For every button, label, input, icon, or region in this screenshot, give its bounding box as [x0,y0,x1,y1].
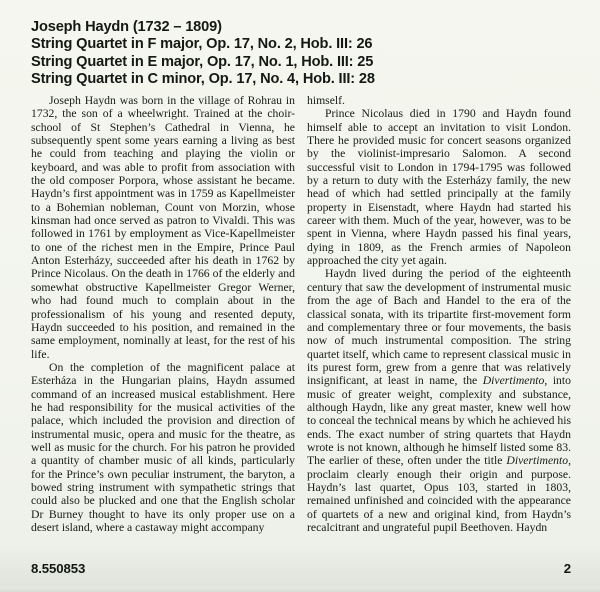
work-title-1: String Quartet in F major, Op. 17, No. 2, Hob. III: 26 [31,36,373,53]
page-footer [31,561,571,576]
paragraph: Prince Nicolaus died in 1790 and Haydn found himself able to accept an invitation to visit London. There he provided music for concert seasons organized by the violinist-impresario Salomon. A second successful visit to London in 1794-1795 was followed by a return to duty with the Esterházy family, the new head of which had settled principally at the family property in Eisenstadt, where Haydn had started his career with them. Much of the year, however, was to be spent in Vienna, where Haydn passed his final years, dying in 1809, as the French armies of Napoleon approached the city yet again. [307,107,571,268]
title-block [31,19,571,89]
composer-title: Joseph Haydn (1732 – 1809) [31,19,222,35]
page-number: 2 [563,561,571,576]
text-column-right [307,94,571,534]
paragraph: On the completion of the magnificent palace at Esterháza in the Hungarian plains, Haydn assumed command of an increased musical establishment. Here he had responsibility for the musical activities of the palace, which included the provision and direction of instrumental music, opera and music for the theatre, as well as music for the church. For his patron he provided a quantity of chamber music of all kinds, particularly for the Prince’s own peculiar instrument, the baryton, a bowed string instrument with sympathetic strings that could also be plucked and one that the English scholar Dr Burney thought to have its only proper use on a desert island, where a castaway might accompany [31,360,295,534]
scan-bottom-edge [0,587,600,592]
catalog-number: 8.550853 [31,561,86,576]
work-title-3: String Quartet in C minor, Op. 17, No. 4, Hob. III: 28 [31,71,375,88]
body-text [31,94,571,549]
paragraph: Joseph Haydn was born in the village of Rohrau in 1732, the son of a wheelwright. Trained at the choir-school of St Stephen’s Cathedral in Vienna, he subsequently spent some years earning a living as best he could from teaching and playing the violin or keyboard, and was able to profit from association with the old composer Porpora, whose assistant he became. Haydn’s first appointment was in 1759 as Kapellmeister to a Bohemian nobleman, Count von Morzin, whose kinsman had once served as patron to Vivaldi. This was followed in 1761 by employment as Vice-Kapellmeister to one of the richest men in the Empire, Prince Paul Anton Esterházy, succeeded after his death in 1762 by Prince Nicolaus. On the death in 1766 of the elderly and somewhat obstructive Kapellmeister Gregor Werner, who had found much to complain about in the professionalism of his young and resented deputy, Haydn succeeded to his position, and remained in the same employment, nominally at least, for the rest of his life. [31,94,295,361]
paragraph: Haydn lived during the period of the eighteenth century that saw the development of instrumental music from the age of Bach and Handel to the era of the classical sonata, with its tripartite first-movement form and complementary three or four movements, the basis now of much instrumental composition. The string quartet itself, which came to represent classical music in its purest form, grew from a genre that was relatively insignificant, at least in name, the Divertimento, into music of greater weight, complexity and substance, although Haydn, like any great master, knew well how to conceal the technical means by which he achieved his ends. The exact number of string quartets that Haydn wrote is not known, although he himself listed some 83. The earlier of these, often under the title Divertimento, proclaim clearly enough their origin and purpose. Haydn’s last quartet, Opus 103, started in 1803, remained unfinished and coincided with the appearance of quartets of a new and original kind, from Haydn’s recalcitrant and ungrateful pupil Beethoven. Haydn [307,267,571,534]
text-column-left [31,94,295,534]
work-title-2: String Quartet in E major, Op. 17, No. 1, Hob. III: 25 [31,53,374,70]
paragraph: himself. [307,94,345,107]
